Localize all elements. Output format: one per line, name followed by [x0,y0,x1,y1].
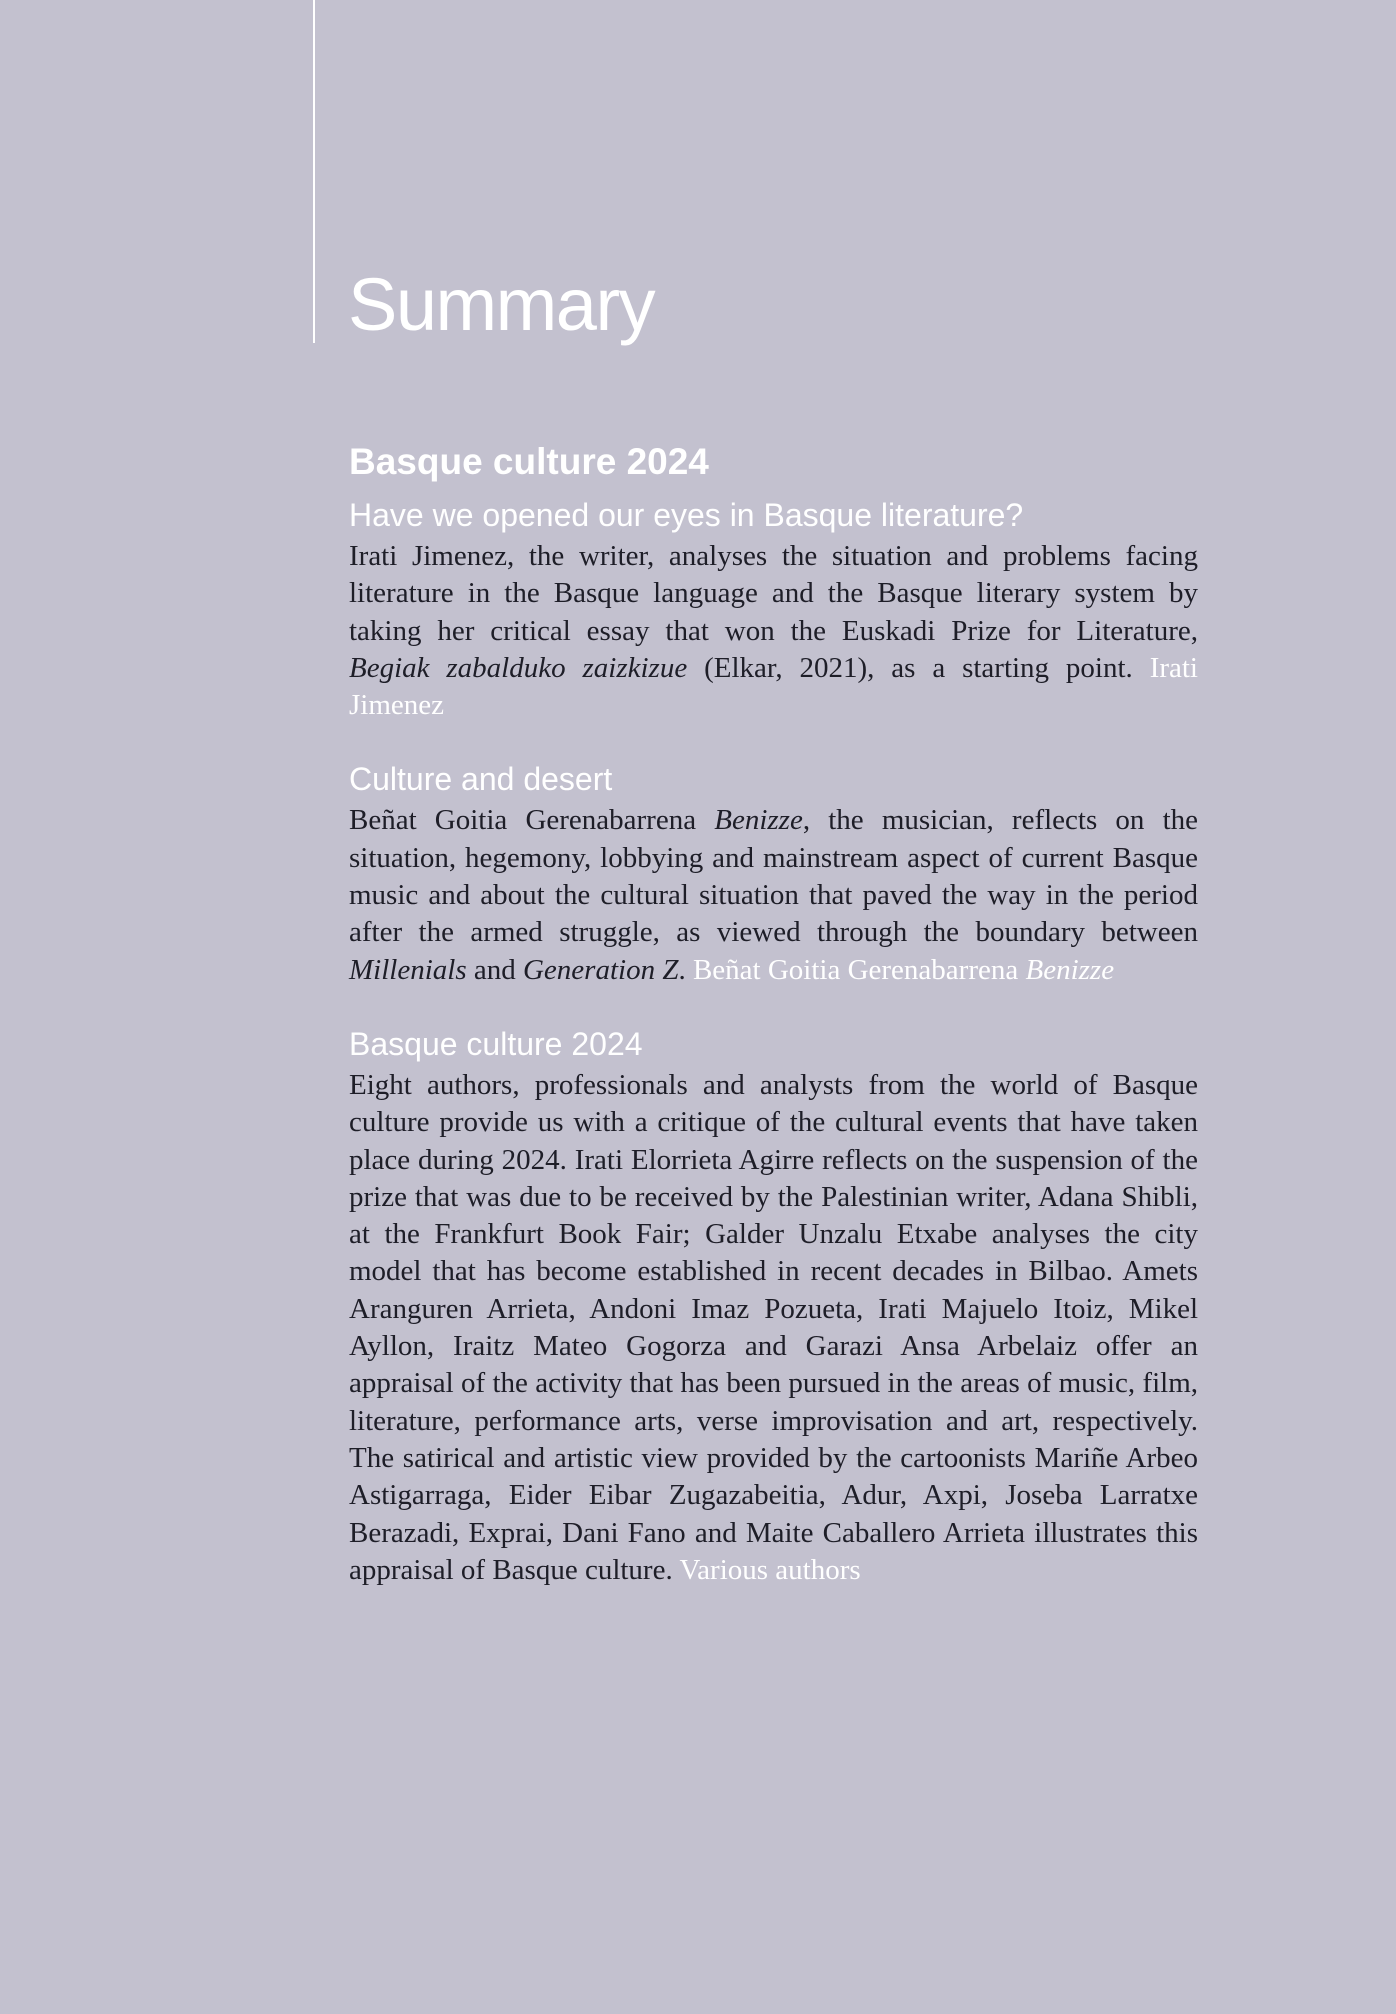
summary-text: Beñat Goitia Gerenabarrena [349,804,715,837]
article-entry [349,758,1198,988]
article-summary [349,538,1198,724]
summary-text: Irati Jimenez, the writer, analyses the situation and problems facing literature in the Basque language and the Basque literary system by taking her critical essay that won the Euskadi Prize for Literature, [349,540,1198,647]
article-summary [349,1067,1198,1589]
summary-text: , the musician, reflects on the situation, hegemony, lobbying and mainstream aspect of current Basque music and about the cultural situation that paved the way in the period after the armed struggle, as viewed through the boundary between [349,804,1199,949]
author-name: Various authors [679,1553,861,1586]
article-title: Have we opened our eyes in Basque literature? [349,497,1024,533]
section-heading: Basque culture 2024 [349,441,709,482]
pseudonym: Benizze [714,804,803,837]
page-title: Summary [348,263,655,346]
decorative-vertical-rule [313,0,315,343]
article-author [679,1554,860,1586]
article-author [693,954,1114,986]
summary-text: . [678,953,693,986]
article-title: Basque culture 2024 [349,1025,643,1062]
author-pseudonym: Benizze [1025,953,1115,986]
summary-text: (Elkar, 2021), as a starting point. [687,651,1150,684]
summary-text: and [466,953,523,986]
italic-term: Millenials [349,953,467,986]
author-name: Irati Jimenez [349,651,1198,722]
article-summary [349,802,1198,988]
author-name: Beñat Goitia Gerenabarrena [692,953,1026,986]
summary-content [349,438,1198,1589]
article-entry [349,1023,1198,1589]
italic-term: Generation Z [522,953,679,986]
book-title: Begiak zabalduko zaizkizue [349,651,688,684]
article-title: Culture and desert [349,761,613,798]
article-entry [349,494,1198,724]
summary-text: Eight authors, professionals and analysts from the world of Basque culture provide us with a critique of the cultural events that have taken place during 2024. Irati Elorrieta Agirre reflects on the suspension of the prize that was due to be received by the Palestinian writer, Adana Shibli, at the Frankfurt Book Fair; Galder Unzalu Etxabe analyses the city model that has become established in recent decades in Bilbao. Amets Aranguren Arrieta, Andoni Imaz Pozueta, Irati Majuelo Itoiz, Mikel Ayllon, Iraitz Mateo Gogorza and Garazi Ansa Arbelaiz offer an appraisal of the activity that has been pursued in the areas of music, film, literature, performance arts, verse improvisation and art, respectively. The satirical and artistic view provided by the cartoonists Mariñe Arbeo Astigarraga, Eider Eibar Zugazabeitia, Adur, Axpi, Joseba Larratxe Berazadi, Exprai, Dani Fano and Maite Caballero Arrieta illustrates this appraisal of Basque culture. [349,1068,1198,1586]
